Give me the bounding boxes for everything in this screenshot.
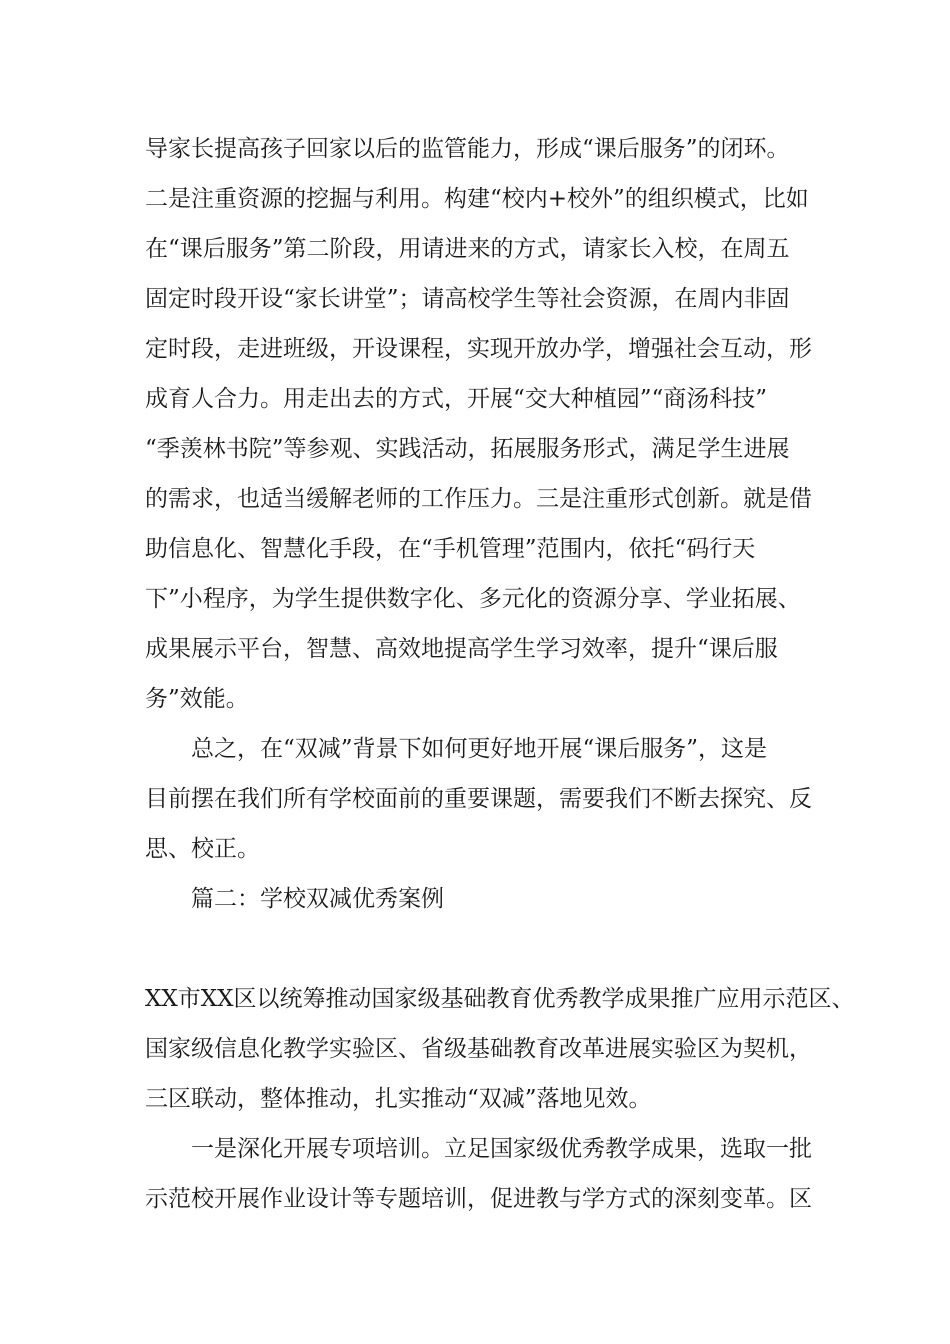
paragraph-first-line: 一是深化开展专项培训。立足国家级优秀教学成果，选取一批 bbox=[191, 1136, 812, 1162]
text-line: 导家长提高孩子回家以后的监管能力，形成“课后服务”的闭环。 bbox=[145, 136, 790, 162]
text-line: 在“课后服务”第二阶段，用请进来的方式，请家长入校，在周五 bbox=[145, 236, 790, 262]
paragraph-first-line: 总之，在“双减”背景下如何更好地开展“课后服务”，这是 bbox=[191, 736, 768, 762]
text-line: “季羡林书院”等参观、实践活动，拓展服务形式，满足学生进展 bbox=[145, 436, 790, 462]
text-line: 助信息化、智慧化手段，在“手机管理”范围内，依托“码行天 bbox=[145, 536, 756, 562]
section-heading: 篇二：学校双减优秀案例 bbox=[191, 886, 444, 912]
text-line: 固定时段开设“家长讲堂”；请高校学生等社会资源，在周内非固 bbox=[145, 286, 790, 312]
text-line: 示范校开展作业设计等专题培训，促进教与学方式的深刻变革。区 bbox=[145, 1186, 812, 1212]
text-line: 下”小程序，为学生提供数字化、多元化的资源分享、学业拓展、 bbox=[145, 586, 801, 612]
text-line: 成果展示平台，智慧、高效地提高学生学习效率，提升“课后服 bbox=[145, 636, 778, 662]
text-line: 务”效能。 bbox=[145, 686, 249, 712]
text-line: 目前摆在我们所有学校面前的重要课题，需要我们不断去探究、反 bbox=[145, 786, 812, 812]
text-line: 定时段，走进班级，开设课程，实现开放办学，增强社会互动，形 bbox=[145, 336, 812, 362]
text-line: 的需求，也适当缓解老师的工作压力。三是注重形式创新。就是借 bbox=[145, 486, 812, 512]
text-line: XX市XX区以统筹推动国家级基础教育优秀教学成果推广应用示范区、 bbox=[145, 986, 855, 1012]
text-line: 国家级信息化教学实验区、省级基础教育改革进展实验区为契机， bbox=[145, 1036, 812, 1062]
text-line: 三区联动，整体推动，扎实推动“双减”落地见效。 bbox=[145, 1086, 652, 1112]
text-line: 二是注重资源的挖掘与利用。构建“校内+校外”的组织模式，比如 bbox=[145, 186, 809, 212]
text-line: 成育人合力。用走出去的方式，开展“交大种植园”“商汤科技” bbox=[145, 386, 768, 412]
text-line: 思、校正。 bbox=[145, 836, 260, 862]
